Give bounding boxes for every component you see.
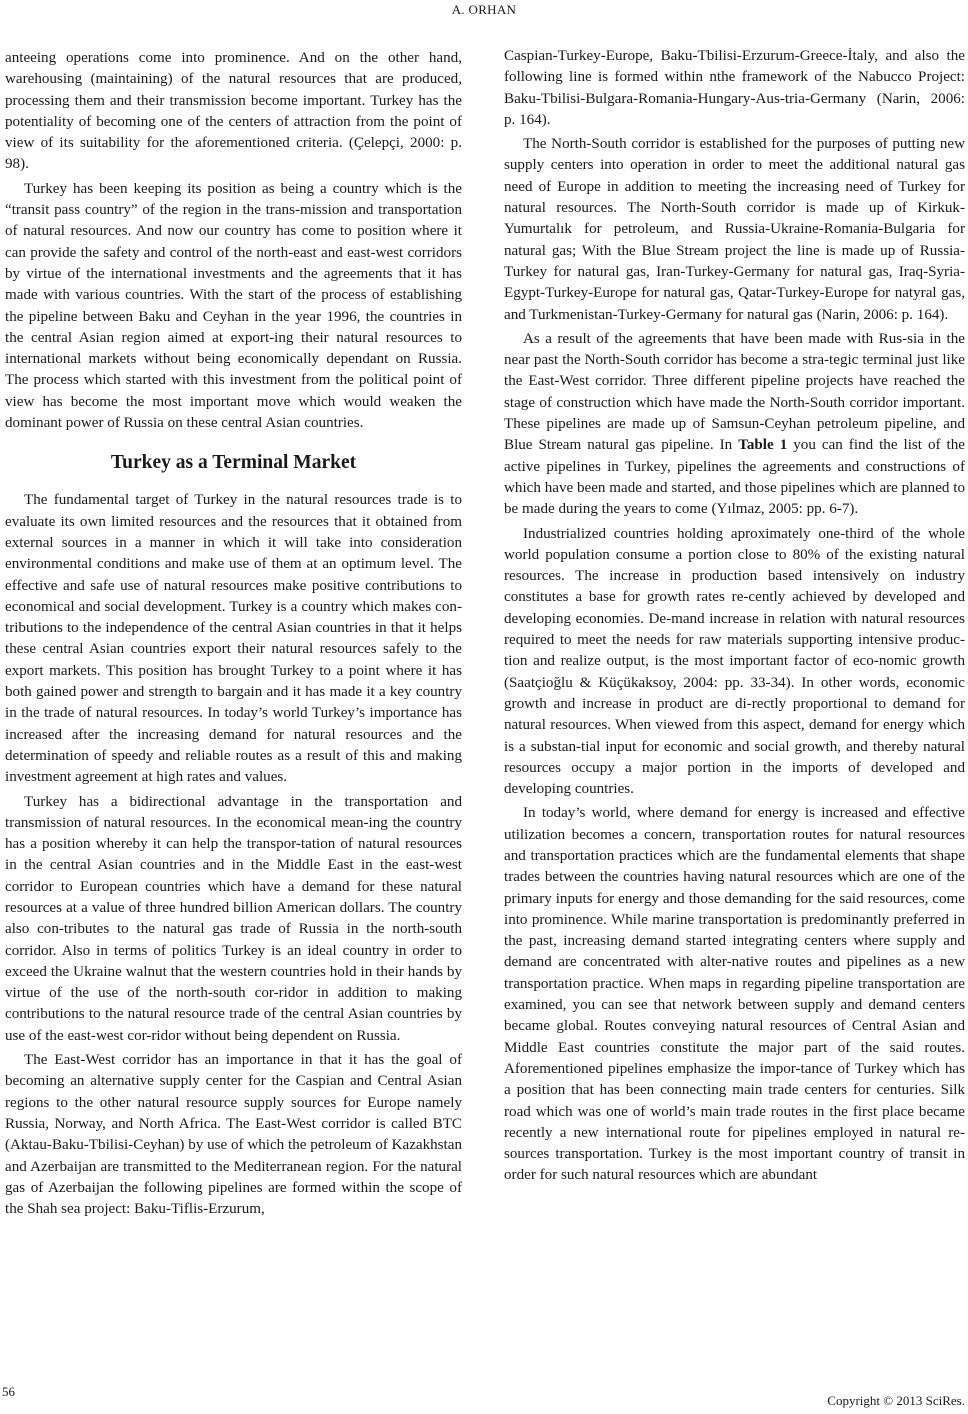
page-number: 56 bbox=[2, 1384, 15, 1399]
paragraph: Turkey has been keeping its position as being a country which is the “transit pass country” of the region in the trans-mission and transportation of natural resources. And now our country has come to position where it can provide the safety and control of the north-east and east-west corridors by virtue of the international investments and the agreements that it has made with various countries. With the start of the process of establishing the pipeline between Baku and Ceyhan in the year 1996, the countries in the central Asian region aimed at export-ing their natural resources to international markets without being economically dependant on Russia. The process which started with this investment from the political point of view has become the most important move which would weaken the dominant power of Russia on these central Asian countries. bbox=[5, 180, 462, 432]
paragraph: The fundamental target of Turkey in the natural resources trade is to evaluate its own limited resources and the resources that it obtained from external sources in a manner in which it will take into consideration environmental conditions and make use of them at an optimum level. The effective and safe use of natural resources make positive contributions to economical and social development. Turkey is a country which makes con-tributions to the independence of the central Asian countries in that it helps these central Asian countries export their natural resources safely to the export markets. This position has brought Turkey to a point where it has both gained power and strength to bargain and it has made it a key country in the trade of natural resources. In today’s world Turkey’s importance has increased after the increasing demand for natural resources and the determination of speedy and reliable routes as a result of this and making investment agreement at high rates and values. bbox=[5, 492, 462, 786]
copyright-notice: Copyright © 2013 SciRes. bbox=[827, 1393, 965, 1408]
right-column bbox=[504, 46, 965, 1190]
paragraph-text: you can find the list of the active pipelines in Turkey, pipelines the agreements and constructions of which have been made and started, and those pipelines which are planned to be made during the years to come (Yılmaz, 2005: pp. 6-7). bbox=[504, 437, 965, 518]
paragraph bbox=[504, 329, 965, 521]
paragraph: Caspian-Turkey-Europe, Baku-Tbilisi-Erzurum-Greece-İtaly, and also the following line is formed within nthe framework of the Nabucco Project: Baku-Tbilisi-Bulgara-Romania-Hungary-Aus-tria-Germany (Narin, 2006: p. 164). bbox=[504, 48, 965, 128]
table-reference: Table 1 bbox=[738, 437, 788, 454]
paragraph: Industrialized countries holding aproximately one-third of the whole world population consume a portion close to 80% of the existing natural resources. The increase in production based intensively on industry constitutes a base for growth rates re-cently achieved by developed and developing economies. De-mand increase in relation with natural resources required to meet the needs for raw materials supporting intensive produc-tion and realize output, is the most important factor of eco-nomic growth (Saatçioğlu & Küçükaksoy, 2004: pp. 33-34). In other words, economic growth and increase in product are di-rectly proportional to demand for natural resources. When viewed from this aspect, demand for energy which is a substan-tial input for economic and social growth, and thereby natural resources occupy a major portion in the imports of developed and developing countries. bbox=[504, 525, 965, 798]
paragraph: The North-South corridor is established for the purposes of putting new supply centers into operation in order to meet the additional natural gas need of Europe in addition to meeting the increasing need of Turkey for natural resources. The North-South corridor is made up of Kirkuk-Yumurtalık for petroleum, and Russia-Ukraine-Romania-Bulgaria for natural gas; With the Blue Stream project the line is made up of Russia-Turkey for natural gas, Iran-Turkey-Germany for natural gas, Iraq-Syria-Egypt-Turkey-Europe for natural gas, Qatar-Turkey-Europe for natyral gas, and Turkmenistan-Turkey-Germany for natural gas (Narin, 2006: p. 164). bbox=[504, 136, 965, 323]
paragraph-text: As a result of the agreements that have been made with Rus-sia in the near past the North-South corridor has become a stra-tegic terminal just like the East-West corridor. Three different pipeline projects have reached the stage of construction which have made the North-South corridor important. These pipelines are made up of Samsun-Ceyhan petroleum pipeline, and Blue Stream natural gas pipeline. In bbox=[504, 330, 965, 454]
left-column bbox=[5, 48, 462, 1223]
section-heading: Turkey as a Terminal Market bbox=[110, 452, 357, 474]
paragraph: The East-West corridor has an importance in that it has the goal of becoming an alternative supply center for the Caspian and Central Asian regions to the other natural resource supply sources for Europe namely Russia, Norway, and North Africa. The East-West corridor is called BTC (Aktau-Baku-Tbilisi-Ceyhan) by use of which the petroleum of Kazakhstan and Azerbaijan are transmitted to the Mediterranean region. For the natural gas of Azerbaijan the following pipelines are formed within the scope of the Shah sea project: Baku-Tiflis-Erzurum, bbox=[5, 1052, 462, 1218]
paragraph: In today’s world, where demand for energy is increased and effective utilization becomes a concern, transportation routes for natural resources and transportation practices which are the fundamental elements that shape trades between the countries having natural resources which are one of the primary inputs for energy and those demanding for the said resources, come into prominence. While marine transportation is predominantly preferred in the past, increasing demand started integrating centers where supply and demand are concentrated with alter-native routes and pipelines as a new transportation practice. When maps in regarding pipeline transportation are examined, you can see that network between supply and demand centers became global. Routes conveying natural resources of Central Asian and Middle East countries constitute the major part of the said routes. Aforementioned pipelines emphasize the impor-tance of Turkey which has a position that has been connecting main trade centers for centuries. Silk road which was one of world’s main trade routes in the first place became recently a new international route for pipelines employed in natural re-sources transportation. Turkey is the most important country of transit in order for such natural resources which are abundant bbox=[504, 805, 965, 1184]
paragraph: Turkey has a bidirectional advantage in the transportation and transmission of natural resources. In the economical mean-ing the country has a position whereby it can help the transpor-tation of natural resources in the central Asian countries and in the Middle East in the east-west corridor to European countries which have a demand for these natural resources at a value of three hundred billion American dollars. The country also con-tributes to the natural gas trade of Russia in the north-south corridor. Also in terms of politics Turkey is an ideal country in order to exceed the Ukraine walnut that the western countries hold in their hands by virtue of the use of the north-south cor-ridor in addition to making contributions to the natural resource trade of the central Asian countries by use of the east-west cor-ridor without being dependent on Russia. bbox=[5, 793, 462, 1044]
paragraph: anteeing operations come into prominence. And on the other hand, warehousing (maintaining) of the natural resources that are produced, processing them and their transmission become important. Turkey has the potentiality of becoming one of the centers of attraction from the point of view of its suitability for the aforementioned criteria. (Çelepçi, 2000: p. 98). bbox=[5, 50, 462, 173]
running-header: A. ORHAN bbox=[451, 2, 517, 17]
